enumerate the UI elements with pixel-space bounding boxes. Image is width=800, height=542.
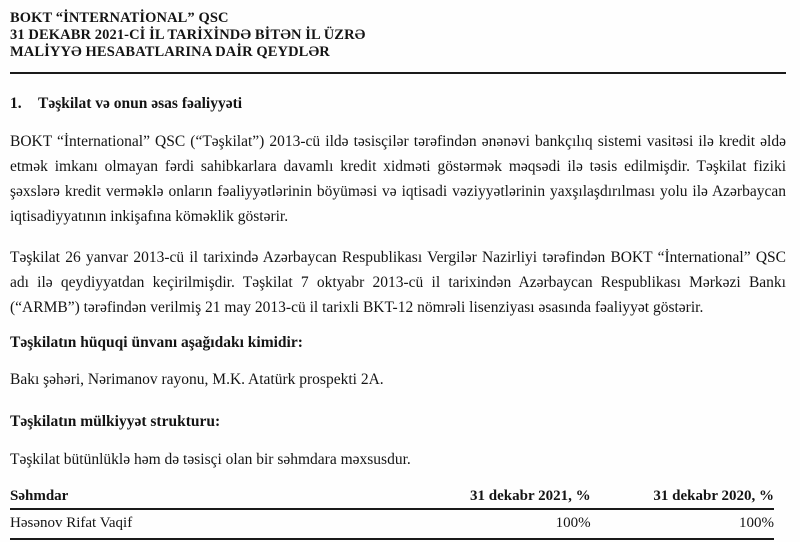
cell-pct-2020: 100% <box>591 509 774 539</box>
header-company-name: BOKT “İNTERNATİONAL” QSC <box>10 10 229 26</box>
legal-address-heading: Təşkilatın hüquqi ünvanı aşağıdakı kimidir: <box>10 334 303 351</box>
section-heading <box>10 95 786 112</box>
header-divider-rule <box>10 72 786 74</box>
paragraph-establishment: BOKT “İnternational” QSC (“Təşkilat”) 2013-cü ildə təsisçilər tərəfindən ənənəvi bankçılıq sistemi vasitəsi ilə kredit əldə etmək imkanı olmayan fərdi sahibkarlara davamlı kredit xidməti göstərmək məqsədi ilə təsis edilmişdir. Təşkilat fiziki şəxslərə kredit verməklə onların fəaliyyətlərinin böyüməsi və iqtisadi vəziyyətlərinin yaxşılaşdırılması yolu ilə Azərbaycan iqtisadiyyatının inkişafına köməklik göstərir. <box>10 133 786 225</box>
section-title: Təşkilat və onun əsas fəaliyyəti <box>38 95 243 112</box>
ownership-structure-heading: Təşkilatın mülkiyyət strukturu: <box>10 413 221 430</box>
section-number: 1. <box>10 95 22 112</box>
ownership-structure-line: Təşkilat bütünlüklə həm də təsisçi olan bir səhmdara məxsusdur. <box>10 451 411 468</box>
column-header-2021: 31 dekabr 2021, % <box>407 488 590 509</box>
legal-address-line: Bakı şəhəri, Nərimanov rayonu, M.K. Atatürk prospekti 2A. <box>10 371 384 388</box>
paragraph-registration: Təşkilat 26 yanvar 2013-cü il tarixində Azərbaycan Respublikası Vergilər Nazirliyi tərəfindən BOKT “İnternational” QSC adı ilə qeydiyyatdan keçirilmişdir. Təşkilat 7 oktyabr 2013-cü il tarixindən Azərbaycan Respublikası Mərkəzi Bankı (“ARMB”) tərəfindən verilmiş 21 may 2013-cü il tarixli BKT-12 nömrəli lisenziyası əsasında fəaliyyət göstərir. <box>10 249 786 316</box>
column-header-shareholder: Səhmdar <box>10 488 407 509</box>
shareholders-table <box>10 488 774 540</box>
header-report-period: 31 DEKABR 2021-Cİ İL TARİXİNDƏ BİTƏN İL ÜZRƏ <box>10 27 366 43</box>
column-header-2020: 31 dekabr 2020, % <box>591 488 774 509</box>
cell-shareholder-name: Həsənov Rifat Vaqif <box>10 509 407 539</box>
cell-pct-2021: 100% <box>407 509 590 539</box>
table-row <box>10 509 774 539</box>
header-report-title: MALİYYƏ HESABATLARINA DAİR QEYDLƏR <box>10 44 330 60</box>
table-header-row <box>10 488 774 509</box>
document-header <box>10 10 786 61</box>
